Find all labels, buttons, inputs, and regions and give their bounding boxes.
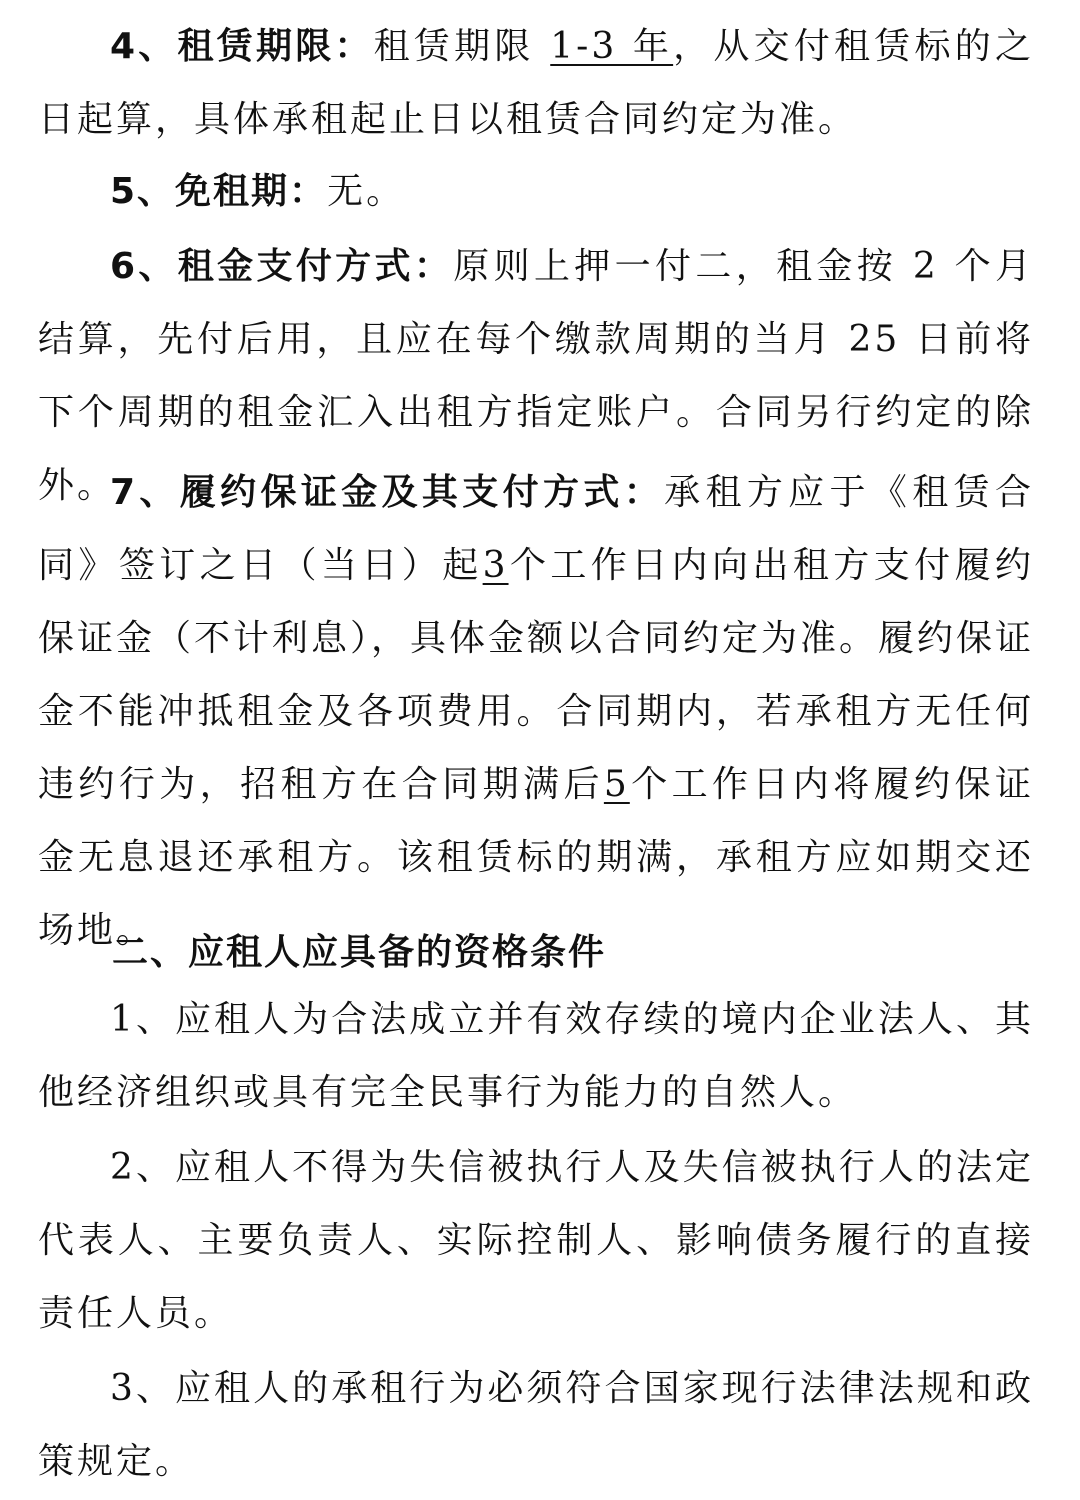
clause-lease-term <box>38 10 1034 156</box>
clause-deposit-text-1: 承租方应于《租赁合同》签订之日（当日）起 <box>38 472 1034 586</box>
clause-lease-term-text-2: ，从交付租赁标的之日起算，具体承租起止日以租赁合同约定为准。 <box>38 26 1034 140</box>
deposit-refund-days: 5 <box>603 764 630 805</box>
clause-rent-free-text: 无。 <box>327 171 406 212</box>
clause-rent-free-period <box>38 155 1034 228</box>
section-heading-qualifications: 二、应租人应具备的资格条件 <box>112 932 607 973</box>
clause-performance-deposit <box>38 456 1034 967</box>
clause-lease-term-label: 4、租赁期限： <box>110 26 374 67</box>
clause-deposit-text-3: 个工作日内将履约保证金无息退还承租方。该租赁标的期满，承租方应如期交还场地。 <box>38 764 1034 951</box>
clause-rent-free-label: 5、免租期： <box>110 171 328 212</box>
qualification-item-3: 3、应租人的承租行为必须符合国家现行法律法规和政策规定。 <box>38 1368 1034 1482</box>
clause-rent-payment-label: 6、租金支付方式： <box>110 246 454 287</box>
clause-rent-payment-text: 原则上押一付二，租金按 2 个月结算，先付后用，且应在每个缴款周期的当月 25 日前将下个周期的租金汇入出租方指定账户。合同另行约定的除外。 <box>38 246 1034 506</box>
qualification-item-2: 2、应租人不得为失信被执行人及失信被执行人的法定代表人、主要负责人、实际控制人、影响债务履行的直接责任人员。 <box>38 1147 1034 1334</box>
clause-deposit-text-2: 个工作日内向出租方支付履约保证金（不计利息），具体金额以合同约定为准。履约保证金不能冲抵租金及各项费用。合同期内，若承租方无任何违约行为，招租方在合同期满后 <box>38 545 1035 805</box>
deposit-payment-days: 3 <box>482 545 509 586</box>
lease-term-value: 1-3 年 <box>550 26 674 67</box>
qualification-item-1: 1、应租人为合法成立并有效存续的境内企业法人、其他经济组织或具有完全民事行为能力的自然人。 <box>38 999 1034 1113</box>
clause-lease-term-text-1: 租赁期限 <box>373 26 551 67</box>
clause-deposit-label: 7、履约保证金及其支付方式： <box>110 472 665 513</box>
